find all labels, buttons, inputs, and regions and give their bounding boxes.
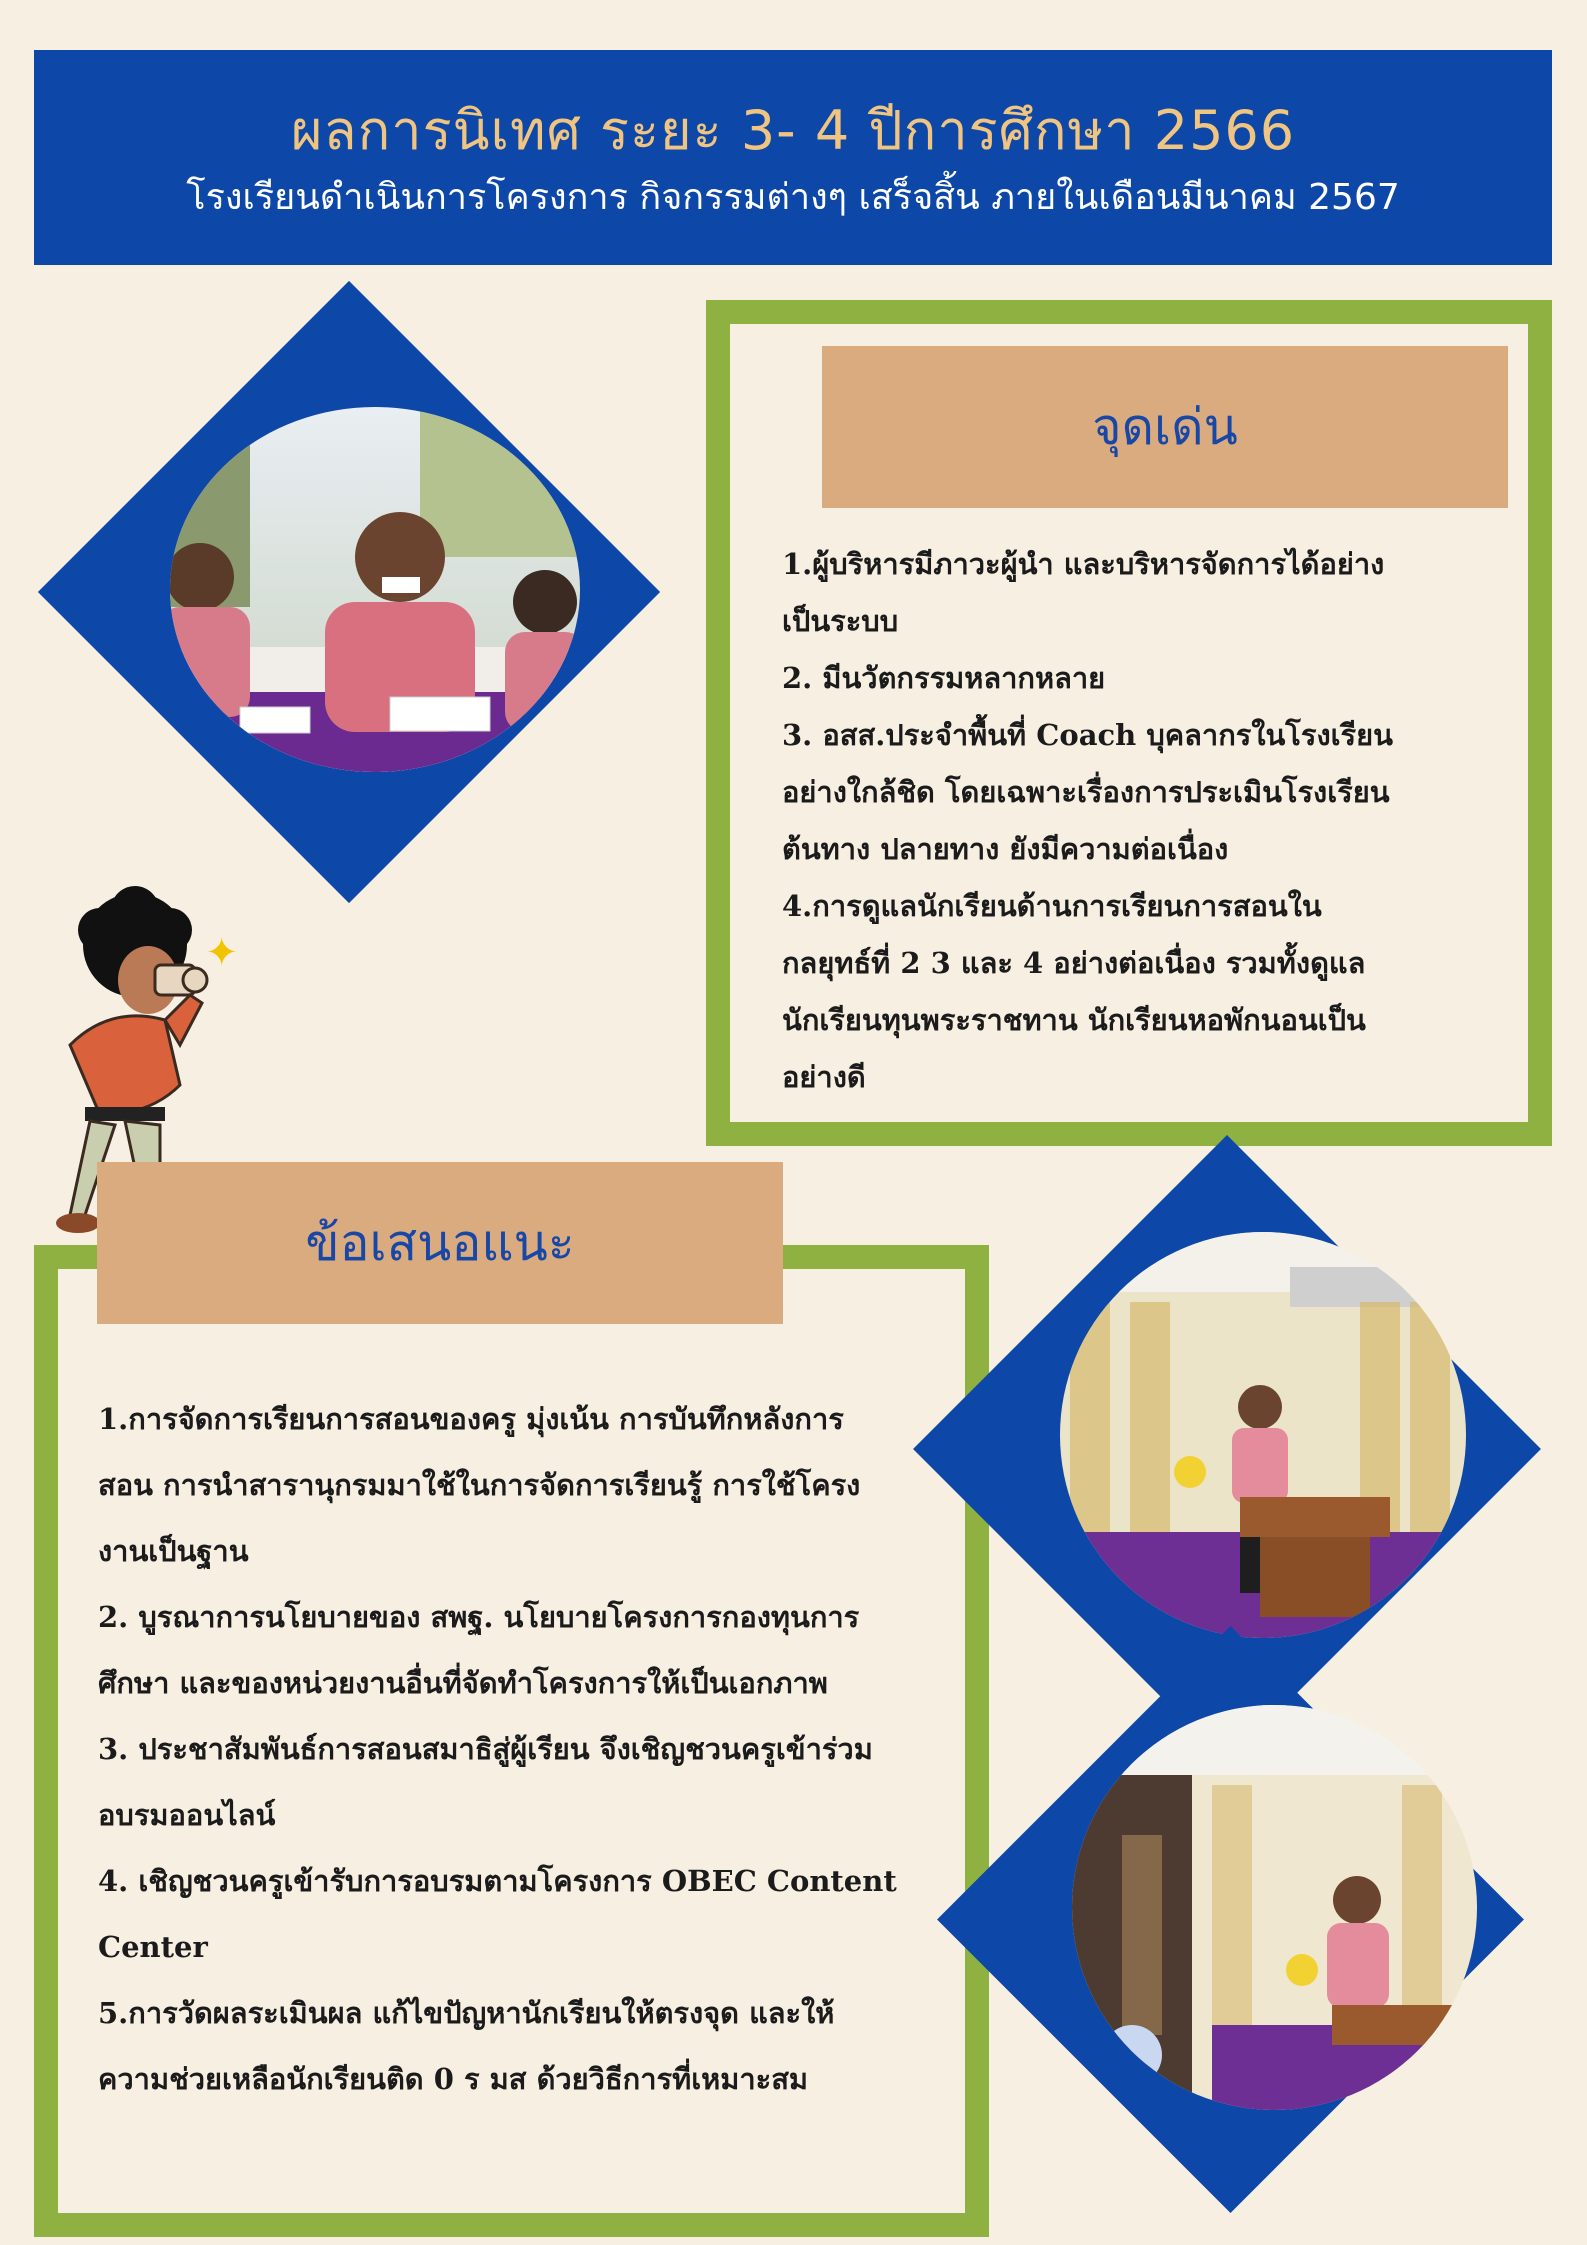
photo-speaker-podium — [1060, 1232, 1466, 1638]
sparkle-icon: ✦ — [205, 930, 239, 976]
photo-meeting-participants-image — [170, 407, 580, 772]
suggestion-line: 1.การจัดการเรียนการสอนของครู มุ่งเน้น การบันทึกหลังการ — [98, 1402, 844, 1436]
highlights-panel — [706, 300, 1552, 1146]
highlight-line: เป็นระบบ — [782, 604, 899, 638]
suggestions-panel — [34, 1245, 989, 2237]
highlight-line: อย่างดี — [782, 1060, 866, 1094]
suggestion-line: 2. บูรณาการนโยบายของ สพฐ. นโยบายโครงการกองทุนการ — [98, 1600, 860, 1634]
suggestion-line: ความช่วยเหลือนักเรียนติด 0 ร มส ด้วยวิธีการที่เหมาะสม — [98, 2062, 809, 2096]
highlights-heading: จุดเด่น — [822, 346, 1508, 508]
highlight-line: 1.ผู้บริหารมีภาวะผู้นำ และบริหารจัดการได้อย่าง — [782, 547, 1385, 581]
highlight-line: อย่างใกล้ชิด โดยเฉพาะเรื่องการประเมินโรงเรียน — [782, 775, 1390, 809]
highlight-line: กลยุทธ์ที่ 2 3 และ 4 อย่างต่อเนื่อง รวมทั้งดูแล — [782, 946, 1366, 980]
highlight-line: ต้นทาง ปลายทาง ยังมีความต่อเนื่อง — [782, 832, 1229, 866]
suggestion-line: อบรมออนไลน์ — [98, 1798, 276, 1832]
suggestions-heading: ข้อเสนอแนะ — [97, 1162, 783, 1324]
highlights-list — [782, 536, 1522, 1106]
suggestion-line: สอน การนำสารานุกรมมาใช้ในการจัดการเรียนรู้ การใช้โครง — [98, 1468, 861, 1502]
page-subtitle: โรงเรียนดำเนินการโครงการ กิจกรรมต่างๆ เสร็จสิ้น ภายในเดือนมีนาคม 2567 — [186, 177, 1400, 218]
photo-meeting-participants — [170, 407, 580, 772]
highlight-line: นักเรียนทุนพระราชทาน นักเรียนหอพักนอนเป็น — [782, 1003, 1366, 1037]
highlight-line: 3. อสส.ประจำพื้นที่ Coach บุคลากรในโรงเรียน — [782, 718, 1393, 752]
suggestion-line: Center — [98, 1930, 208, 1964]
highlight-line: 4.การดูแลนักเรียนด้านการเรียนการสอนใน — [782, 889, 1322, 923]
suggestion-line: 4. เชิญชวนครูเข้ารับการอบรมตามโครงการ OBEC Content — [98, 1864, 897, 1898]
suggestion-line: 3. ประชาสัมพันธ์การสอนสมาธิสู่ผู้เรียน จึงเชิญชวนครูเข้าร่วม — [98, 1732, 873, 1766]
highlight-line: 2. มีนวัตกรรมหลากหลาย — [782, 661, 1106, 695]
photo-speaker-closeup — [1072, 1705, 1477, 2110]
suggestions-list — [98, 1386, 978, 2112]
header-banner — [34, 50, 1552, 265]
suggestion-line: ศึกษา และของหน่วยงานอื่นที่จัดทำโครงการให้เป็นเอกภาพ — [98, 1666, 828, 1700]
suggestion-line: งานเป็นฐาน — [98, 1534, 249, 1568]
page-title: ผลการนิเทศ ระยะ 3- 4 ปีการศึกษา 2566 — [290, 99, 1296, 162]
suggestion-line: 5.การวัดผลระเมินผล แก้ไขปัญหานักเรียนให้ตรงจุด และให้ — [98, 1996, 835, 2030]
